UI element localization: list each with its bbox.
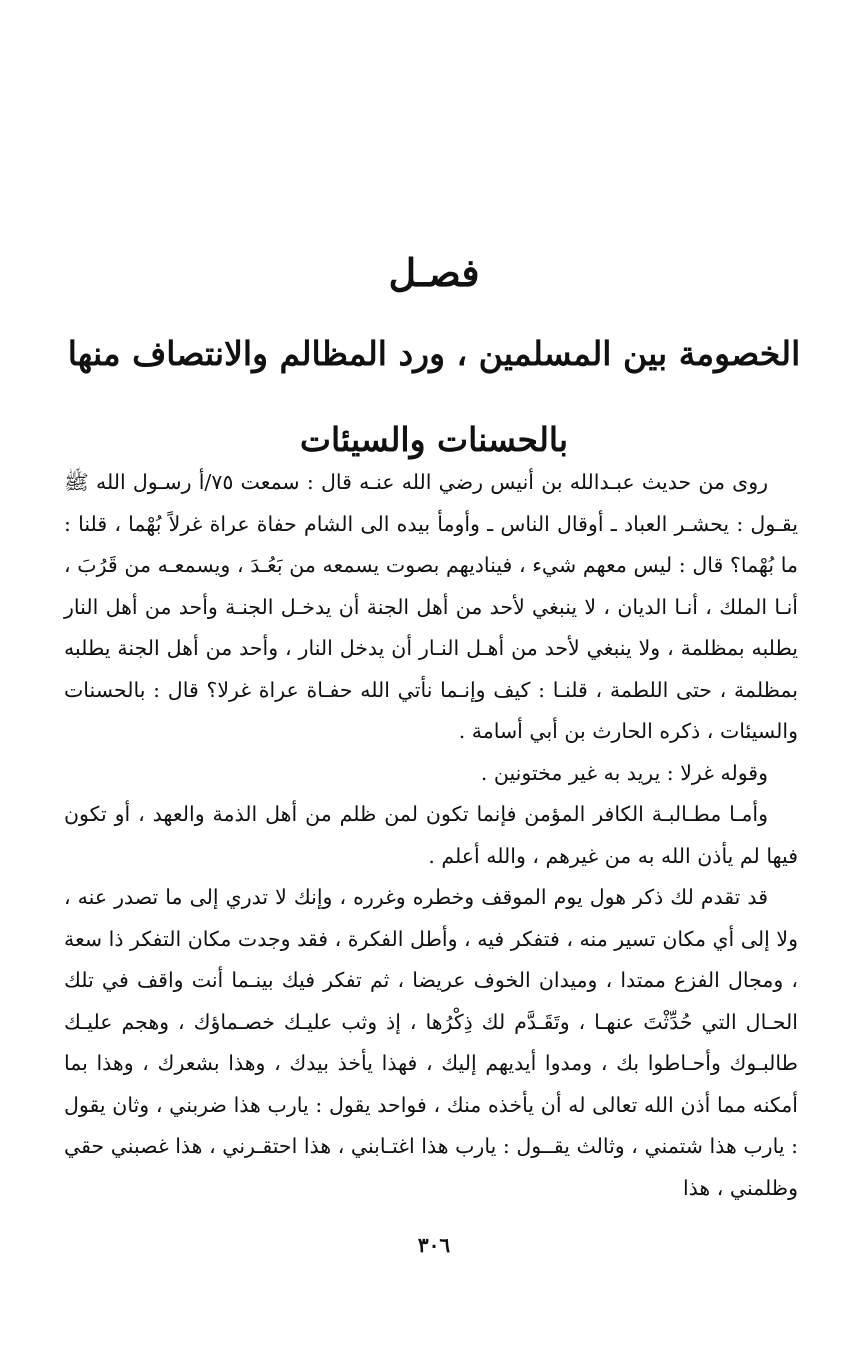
section-title-continued: بالحسنات والسيئات	[299, 420, 569, 459]
page-number: ٣٠٦	[417, 1233, 451, 1257]
paragraph-hadith: روى من حديث عبـدالله بن أنيس رضي الله عنـه قال : سمعت ٧٥/أ رسـول الله ﷺ يقـول : يحشـر العباد ـ أوقال الناس ـ وأومأ بيده الى الشام حفاة عراة غرلاً بُهْما ، قلنا : ما بُهْما؟ قال : ليس معهم شيء ، فيناديهم بصوت يسمعه من بَعُـدَ ، ويسمعـه من قَرُبَ ، أنـا الملك ، أنـا الديان ، لا ينبغي لأحد من أهل الجنة أن يدخـل الجنـة وأحد من أهل النار يطلبه بمظلمة ، ولا ينبغي لأحد من أهـل النـار أن يدخل النار ، وأحد من أهل الجنة يطلبه بمظلمة ، حتى اللطمة ، قلنـا : كيف وإنـما نأتي الله حفـاة عراة غرلا؟ قال : بالحسنات والسيئات ، ذكره الحارث بن أبي أسامة .	[64, 470, 798, 743]
paragraph-explanation: وقوله غرلا : يريد به غير مختونين .	[480, 760, 768, 785]
chapter-heading: فصـل	[388, 250, 480, 295]
section-title: الخصومة بين المسلمين ، ورد المظالم والانتصاف منها	[67, 334, 801, 373]
body-text	[64, 462, 798, 1209]
paragraph-reflection: قد تقدم لك ذكر هول يوم الموقف وخطره وغرره ، وإنك لا تدري إلى ما تصدر عنه ، ولا إلى أي مكان تسير منه ، فتفكر فيه ، وأطل الفكرة ، فقد وجدت مكان التفكر ذا سعة ، ومجال الفزع ممتدا ، وميدان الخوف عريضا ، ثم تفكر فيك بينـما أنت واقف في تلك الحـال التي حُدِّثْتَ عنهـا ، وتَقَـدَّم لك ذِكْرُها ، إذ وثب عليـك خصـماؤك ، وهجم عليـك طالبـوك وأحـاطوا بك ، ومدوا أيديهم إليك ، فهذا يأخذ بيدك ، وهذا بشعرك ، وهذا بما أمكنه مما أذن الله تعالى له أن يأخذه منك ، فواحد يقول : يارب هذا ضربني ، وثان يقول : يارب هذا شتمني ، وثالث يقــول : يارب هذا اغتـابني ، هذا احتقـرني ، هذا غصبني حقي وظلمني ، هذا	[64, 885, 798, 1200]
paragraph-disbeliever-claim: وأمـا مطـالبـة الكافر المؤمن فإنما تكون لمن ظلم من أهل الذمة والعهد ، أو تكون فيها لم يأذن الله به من غيرهم ، والله أعلم .	[64, 802, 798, 868]
